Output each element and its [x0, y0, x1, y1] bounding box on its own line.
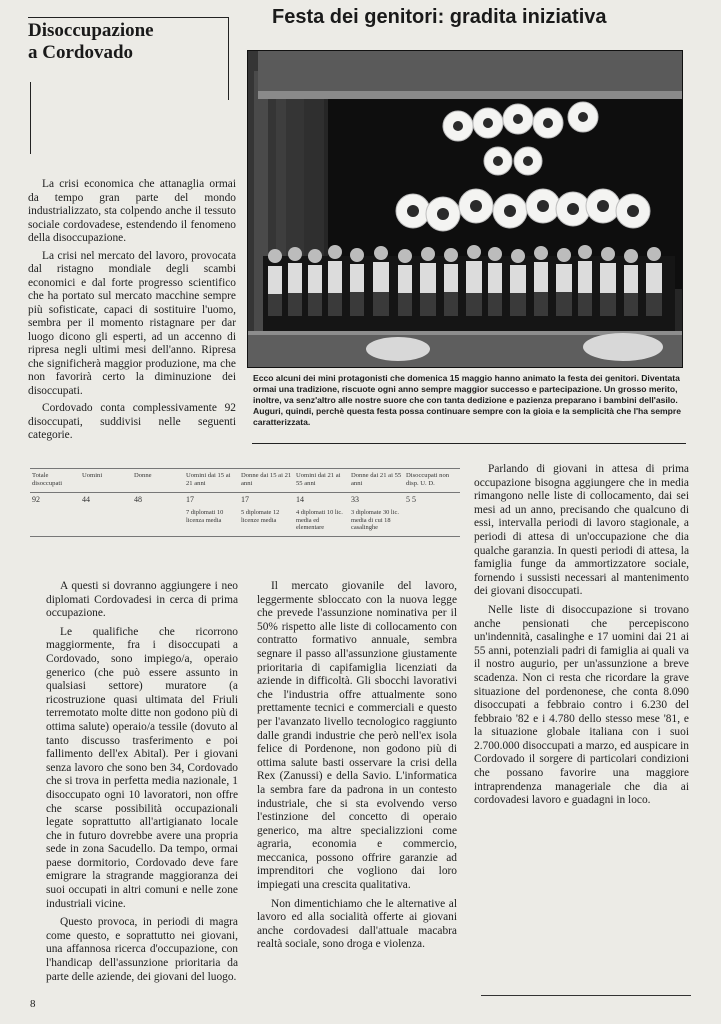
table-row: [30, 493, 460, 507]
table-header-cell: Uomini dai 21 ai 55 anni: [294, 469, 349, 493]
title-frame-left-rule: [30, 82, 31, 154]
headline-line-1: Disoccupazione: [28, 20, 154, 41]
table-cell: 17: [186, 495, 194, 504]
table-header-cell: Totale disoccupati: [30, 469, 80, 493]
intro-paragraph: Cordovado conta complessivamente 92 disoccupati, suddivisi nelle seguenti categorie.: [28, 402, 236, 441]
children-stage-photo: [247, 50, 683, 368]
table-cell: 5 5: [406, 495, 416, 504]
table-cell: 5 diplomate 12 licenze media: [239, 506, 294, 536]
body-column-a: [46, 580, 238, 989]
unemployment-table: [30, 468, 460, 537]
intro-paragraph: La crisi nel mercato del lavoro, provocata dal ristagno mondiale degli scambi economici e dal forte progresso scientifico che ha portato sul mercato macchine sempre più sofisticate, capaci di sostituire l'uomo, sembra per il momento ristagnare per dar luogo dicono gli esperti, ad un accenno di ripresa negli ultimi mesi dell'anno. Ripresa che significherà maggior produzione, ma che non favorirà certo la diminuzione dei disoccupati.: [28, 249, 236, 397]
page-number: 8: [30, 998, 36, 1010]
table-header-cell: Uomini dai 15 ai 21 anni: [184, 469, 239, 493]
table-header-cell: Uomini: [80, 469, 132, 493]
table-header-cell: Donne dai 15 ai 21 anni: [239, 469, 294, 493]
table-cell: [132, 506, 184, 536]
table-cell: 92: [32, 495, 40, 504]
title-frame-top-rule: [28, 17, 228, 18]
festa-headline: Festa dei genitori: gradita iniziativa: [272, 6, 607, 28]
body-paragraph: A questi si dovranno aggiungere i neo diplomati Cordovadesi in cerca di prima occupazione.: [46, 580, 238, 620]
body-column-c: [474, 463, 689, 813]
table-cell: 4 diplomati 10 lic. media ed elementare: [294, 506, 349, 536]
table-row: [30, 506, 460, 536]
photo-caption: Ecco alcuni dei mini protagonisti che domenica 15 maggio hanno animato la festa dei genitori. Diventata ormai una tradizione, riscuote ogni anno sempre maggior successo e partecipazione. Un grosso merito, inoltre, va senz'altro alle nostre suore che con tanta dedizione e pazienza preparano i bambini dell'asilo. Auguri, quindi, perchè questa festa possa continuare sempre con la gioia e la semplicità che l'ha sempre caratterizzata.: [253, 373, 682, 427]
caption-separator-rule: [252, 443, 686, 444]
table-cell: [30, 506, 80, 536]
body-paragraph: Il mercato giovanile del lavoro, leggermente sbloccato con la nuova legge che prevede l'assunzione nominativa per il 50% rispetto alle liste di collocamento con contratto formativo annuale, sembra segnare il passo all'assunzione giustamente prioritaria di capifamiglia licenziati da aziende in difficoltà. Gli sbocchi lavorativi che l'industria offre attualmente sono prettamente tecnici e commerciali e questo per l'avanzato livello tecnologico raggiunto dalle grandi industrie che però nell'ex isola felice di Pordenone, non godono più di ottima salute basti osservare la crisi della Rex (Zanussi) e della Savio. L'informatica la sembra fare da padrona in un contesto industriale, che si sta evolvendo verso l'estinzione del concetto di operaio generico, ma altre specializzioni come agraria, economia e commercio, meccanica, possono offrire garanzie ad imprenditori che vogliono dai loro impiegati una crescita qualitativa.: [257, 580, 457, 892]
table-header-row: [30, 469, 460, 493]
disoccupazione-headline: [28, 20, 228, 64]
body-column-b: [257, 580, 457, 957]
table-cell: 17: [241, 495, 249, 504]
table-cell: [80, 506, 132, 536]
body-paragraph: Non dimentichiamo che le alternative al lavoro ed alla socialità offerte ai giovani anche cordovadesi dall'attuale macabra realtà sociale, sono droga e violenza.: [257, 897, 457, 951]
body-paragraph: Parlando di giovani in attesa di prima occupazione bisogna aggiungere che in media rimangono nelle liste di collocamento, dai sei mesi ad un anno, precisando che qualcuno di essi, intervalla periodi di lavoro stagionale, a periodi di attesa di un'occupazione che dia qualche garanzia. In questi periodi di attesa, la famiglia funge da ammortizzatore sociale, fornendo i sussisti necessari al mantenimento dei giovani disoccupati.: [474, 463, 689, 598]
headline-line-2: a Cordovado: [28, 42, 134, 63]
table-cell: 3 diplomate 30 lic. media di cui 18 casalinghe: [349, 506, 404, 536]
body-paragraph: Questo provoca, in periodi di magra come questo, e soprattutto nei giovani, una affannosa ricerca d'occupazione, con l'handicap dell'assunzione prioritaria da parte delle aziende, dei giovani del luogo.: [46, 916, 238, 983]
title-frame-right-rule: [228, 17, 229, 100]
table-header-cell: Donne: [132, 469, 184, 493]
table-cell: 14: [296, 495, 304, 504]
table-cell: 48: [134, 495, 142, 504]
intro-paragraph: La crisi economica che attanaglia ormai da tempo gran parte del mondo industrializzato, sta colpendo anche il tessuto sociale cordovadese, estendendo il fenomeno della disoccupazione.: [28, 178, 236, 244]
table-header-cell: Disoccupati non disp. U. D.: [404, 469, 460, 493]
column-end-rule: [481, 995, 691, 996]
body-paragraph: Nelle liste di disoccupazione si trovano anche pensionati che percepiscono un'indennità, casalinghe e 17 uomini dai 21 ai 55 anni, potenziali padri di famiglia ai quali va il nostro augurio, per un'assunzione a breve scadenza. Non ci resta che ricordare la grave situazione del pordenonese, che conta 8.090 disoccupati a febbraio contro i 6.230 del febbraio '82 e i 4.780 dello stesso mese '81, e la situazione globale italiana con i suoi 2.700.000 disoccupati a marzo, ed auspicare in Cordovado il sorgere di particolari condizioni che possano favorire una maggiore intraprendenza manageriale che dia ai cordovadesi lavoro e guadagni in loco.: [474, 603, 689, 807]
table-cell: 44: [82, 495, 90, 504]
table-cell: 7 diplomati 10 licenza media: [184, 506, 239, 536]
table-cell: [404, 506, 460, 536]
table-cell: 33: [351, 495, 359, 504]
body-paragraph: Le qualifiche che ricorrono maggiormente, fra i disoccupati a Cordovado, sono impiego/a, operaio generico (che può essere assunto in qualsiasi settore) muratore (a ricostruzione quasi ultimata del Friuli terremotato molte ditte non godono più di ottima salute) operaio/a tessile (dovuto al tanto discusso trasferimento e poi fallimento dell'ex Abital). Per i giovani senza lavoro che sono ben 34, Cordovado che si trova in perfetta media nazionale, 1 disoccupato ogni 10 lavoratori, non offre che scarse possibilità occupazionali legate soprattutto all'artigianato locale che in futuro dovrebbe avere una propria sede in zona Sacudello. Da tempo, ormai paese dormitorio, Cordovado deve fare emigrare la stragrande maggioranza dei suoi occupati in altri comuni e nelle zone industriali vicine.: [46, 625, 238, 910]
table-header-cell: Donne dai 21 ai 55 anni: [349, 469, 404, 493]
intro-column: [28, 178, 236, 447]
